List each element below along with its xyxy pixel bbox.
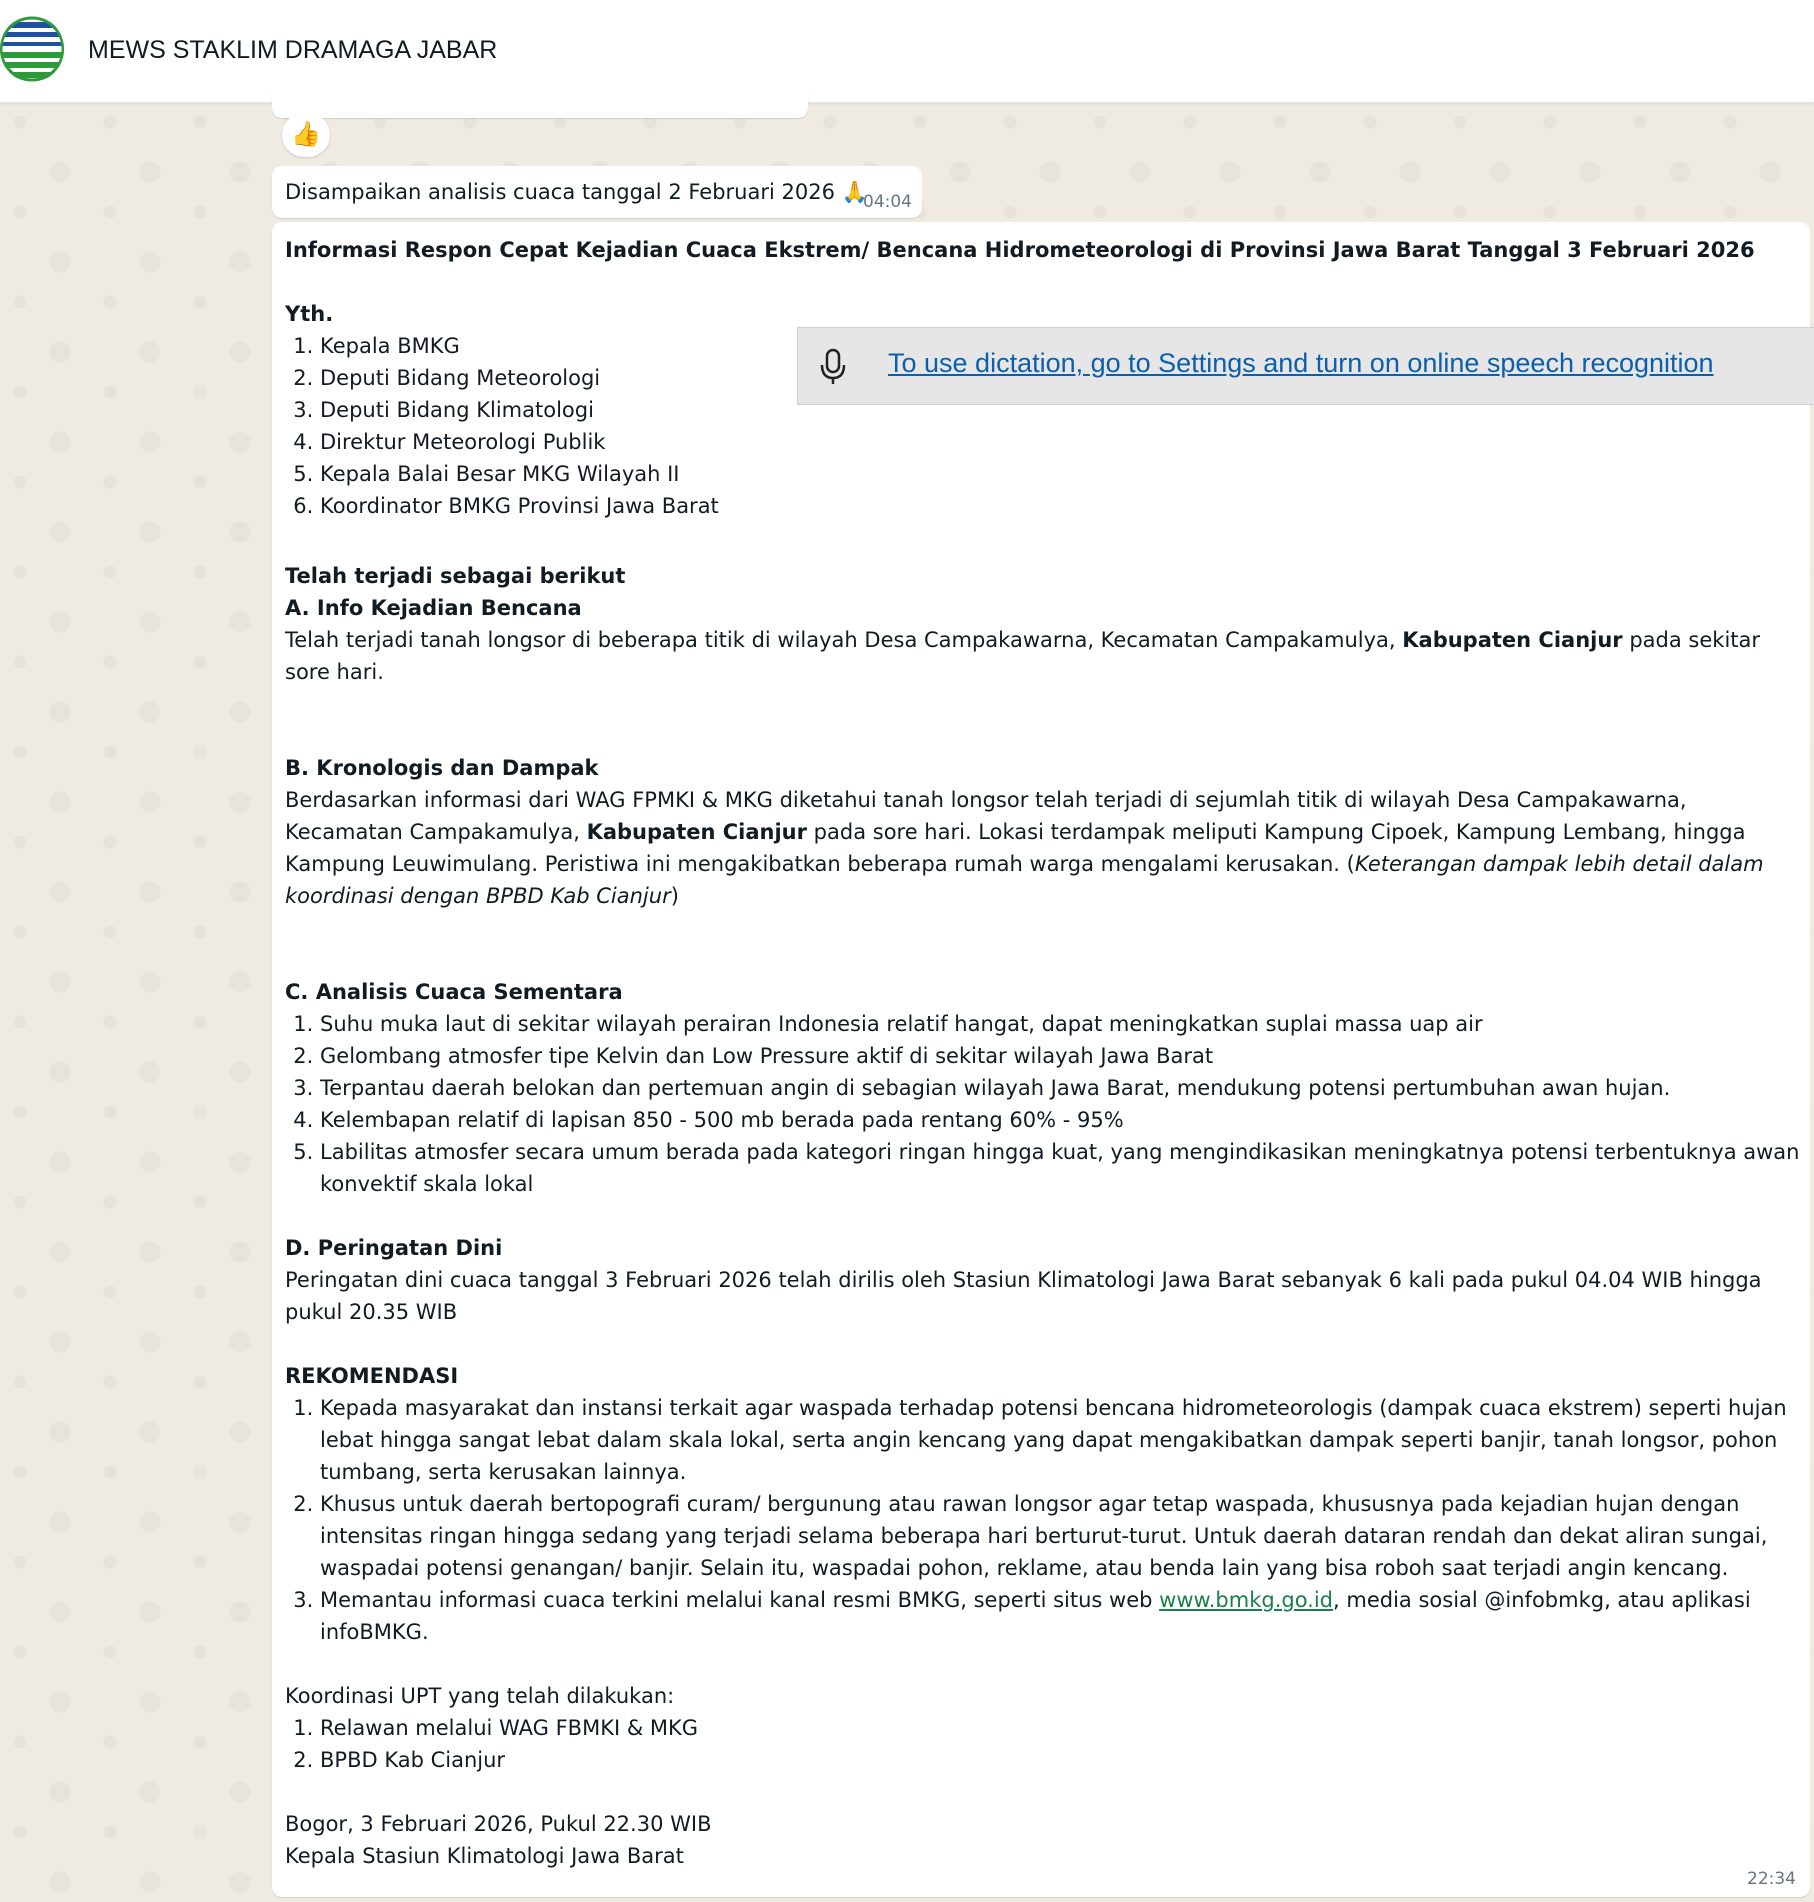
message-bubble[interactable] [272, 222, 1810, 1897]
message-bubble[interactable] [272, 166, 922, 218]
list-item: 2. Khusus untuk daerah bertopografi curam/ bergunung atau rawan longsor agar tetap waspada, khususnya pada kejadian hujan dengan intensitas ringan hingga sedang yang terjadi selama beberapa hari berturut-turut. Untuk daerah dataran rendah dan dekat aliran sungai, waspadai potensi genangan/ banjir. Selain itu, waspadai pohon, reklame, atau benda lain yang bisa roboh saat terjadi angin kencang. [320, 1488, 1800, 1584]
list-item: 1. Suhu muka laut di sekitar wilayah perairan Indonesia relatif hangat, dapat meningkatkan suplai massa uap air [320, 1008, 1800, 1040]
bmkg-website-link[interactable]: www.bmkg.go.id [1159, 1588, 1334, 1612]
section-b-heading: B. Kronologis dan Dampak [285, 756, 599, 780]
list-item: 1. Relawan melalui WAG FBMKI & MKG [320, 1712, 1800, 1744]
microphone-icon [818, 348, 848, 386]
section-d-text: Peringatan dini cuaca tanggal 3 Februari 2026 telah dirilis oleh Stasiun Klimatologi Jawa Barat sebanyak 6 kali pada pukul 04.04 WIB hingga pukul 20.35 WIB [285, 1268, 1762, 1324]
section-b-text: Berdasarkan informasi dari WAG FPMKI & MKG diketahui tanah longsor telah terjadi di sejumlah titik di wilayah Desa Campakawarna, Kecamatan Campakamulya, Kabupaten Cianjur pada sore hari. Lokasi terdampak meliputi Kampung Cipoek, Kampung Lembang, hingga Kampung Leuwimulang. Peristiwa ini mengakibatkan beberapa rumah warga mengalami kerusakan. (Keterangan dampak lebih detail dalam koordinasi dengan BPBD Kab Cianjur) [285, 788, 1764, 908]
list-item: 5. Kepala Balai Besar MKG Wilayah II [320, 458, 1800, 490]
list-item: 2. Deputi Bidang Meteorologi [320, 362, 1800, 394]
chat-title[interactable]: MEWS STAKLIM DRAMAGA JABAR [88, 36, 498, 64]
section-a-heading: A. Info Kejadian Bencana [285, 596, 582, 620]
section-a-text: Telah terjadi tanah longsor di beberapa titik di wilayah Desa Campakawarna, Kecamatan Campakamulya, Kabupaten Cianjur pada sekitar sore hari. [285, 628, 1761, 684]
list-item: 1. Kepada masyarakat dan instansi terkait agar waspada terhadap potensi bencana hidrometeorologis (dampak cuaca ekstrem) seperti hujan lebat hingga sangat lebat dalam skala lokal, serta angin kencang yang dapat mengakibatkan dampak seperti banjir, tanah longsor, pohon tumbang, serta kerusakan lainnya. [320, 1392, 1800, 1488]
koordinasi-heading: Koordinasi UPT yang telah dilakukan: [285, 1684, 675, 1708]
closing-signature: Kepala Stasiun Klimatologi Jawa Barat [285, 1844, 684, 1868]
dictation-settings-link[interactable]: To use dictation, go to Settings and turn on online speech recognition [888, 348, 1714, 378]
yth-label: Yth. [285, 302, 334, 326]
previous-message-bubble[interactable] [272, 90, 808, 118]
recommendation-list [285, 1392, 1800, 1648]
dictation-banner[interactable] [797, 327, 1814, 405]
list-item: 5. Labilitas atmosfer secara umum berada pada kategori ringan hingga kuat, yang mengindikasikan meningkatnya potensi terbentuknya awan konvektif skala lokal [320, 1136, 1800, 1200]
section-c-heading: C. Analisis Cuaca Sementara [285, 980, 623, 1004]
list-item: 2. BPBD Kab Cianjur [320, 1744, 1800, 1776]
message-body [285, 234, 1800, 1872]
list-item: 2. Gelombang atmosfer tipe Kelvin dan Low Pressure aktif di sekitar wilayah Jawa Barat [320, 1040, 1800, 1072]
chat-header[interactable] [0, 0, 1814, 103]
message-timestamp: 04:04 [863, 192, 912, 212]
bmkg-logo-icon [0, 16, 64, 82]
list-item: 3. Deputi Bidang Klimatologi [320, 394, 1800, 426]
group-avatar[interactable] [0, 16, 64, 82]
closing-date: Bogor, 3 Februari 2026, Pukul 22.30 WIB [285, 1812, 712, 1836]
report-title: Informasi Respon Cepat Kejadian Cuaca Ekstrem/ Bencana Hidrometeorologi di Provinsi Jawa Barat Tanggal 3 Februari 2026 [285, 238, 1755, 262]
koordinasi-list [285, 1712, 1800, 1776]
analysis-list [285, 1008, 1800, 1200]
section-d-heading: D. Peringatan Dini [285, 1236, 503, 1260]
list-item: 6. Koordinator BMKG Provinsi Jawa Barat [320, 490, 1800, 522]
list-item: 4. Kelembapan relatif di lapisan 850 - 500 mb berada pada rentang 60% - 95% [320, 1104, 1800, 1136]
rekomendasi-heading: REKOMENDASI [285, 1364, 459, 1388]
list-item: 3. Memantau informasi cuaca terkini melalui kanal resmi BMKG, seperti situs web www.bmkg.go.id, media sosial @infobmkg, atau aplikasi infoBMKG. [320, 1584, 1800, 1648]
message-text: Disampaikan analisis cuaca tanggal 2 Februari 2026 🙏 [285, 180, 868, 204]
list-item: 4. Direktur Meteorologi Publik [320, 426, 1800, 458]
list-item: 1. Kepala BMKG [320, 330, 1800, 362]
message-timestamp: 22:34 [1747, 1869, 1796, 1889]
thumbs-up-reaction[interactable]: 👍 [282, 113, 330, 157]
intro-text: Telah terjadi sebagai berikut [285, 564, 626, 588]
list-item: 3. Terpantau daerah belokan dan pertemuan angin di sebagian wilayah Jawa Barat, mendukung potensi pertumbuhan awan hujan. [320, 1072, 1800, 1104]
